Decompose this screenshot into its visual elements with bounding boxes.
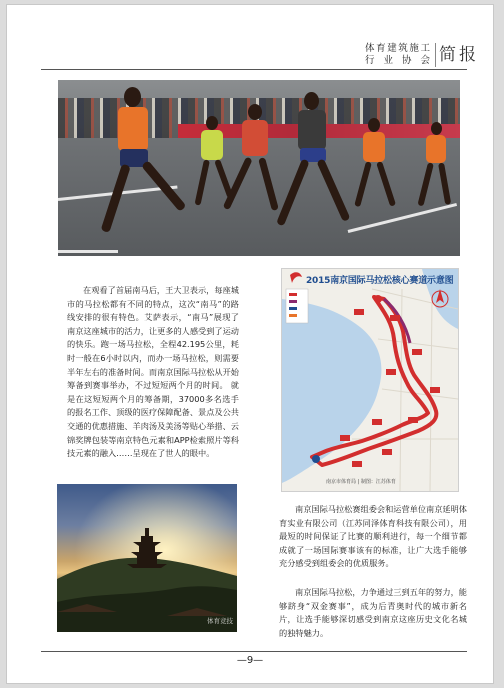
start-marker	[374, 295, 382, 303]
header-rule	[41, 69, 467, 70]
runner-figure	[350, 116, 400, 226]
runner-figure	[414, 120, 460, 220]
runner-figure	[278, 90, 348, 250]
route-map-graphic	[282, 269, 458, 491]
pagoda-scene	[57, 484, 237, 632]
route-map	[281, 268, 459, 492]
marathon-runners-photo	[58, 80, 460, 256]
map-footer: 南京市体育局 | 制图：江苏体育	[326, 479, 396, 485]
page-number: —9—	[236, 655, 264, 666]
photo-watermark: 体育竞技	[207, 617, 233, 625]
legend-panel	[286, 289, 308, 323]
pagoda-sunset-photo	[57, 484, 237, 632]
finish-marker	[312, 455, 320, 463]
header-divider	[435, 43, 436, 67]
map-title: 2015南京国际马拉松核心赛道示意图	[306, 276, 454, 286]
document-page	[6, 4, 494, 684]
header-organization	[365, 43, 431, 67]
body-paragraph-right-2: 南京国际马拉松，力争通过三到五年的努力，能够跻身“双金赛事”，成为后青奥时代的城市新名片，让选手能够深切感受到南京这座历史文化名城的独特魅力。	[279, 587, 467, 638]
footer-rule	[41, 651, 467, 652]
body-paragraph-left: 在观看了首届南马后，王大卫表示，每座城市的马拉松都有不同的特点，这次“南马”的路线安排的很有特色。艾萨表示，“南马”展现了南京这座城市的活力，让更多的人感受到了运动的快乐。跑一场马拉松，全程42.195公里，耗时一般在6小时以内，而办一场马拉松，则需要半年左右的准备时间。而南京国际马拉松从开始筹备到赛事举办，不过短短两个月的时间。 就是在这短短两个月的筹备期，37000多名选手的报名工作、顶级的医疗保障配备、景点及公共交通的优惠措施、羊肉汤及美汤等贴心举措、云锦奖牌包装等南京特色元素和APP检索照片等科技元素的融入……呈现在了世人的眼中。	[67, 285, 239, 459]
header-title: 简报	[439, 45, 479, 65]
header-org-line1: 体育建筑施工	[365, 43, 431, 54]
body-paragraph-right-1: 南京国际马拉松赛组委会和运营单位南京延明体育实业有限公司（江苏同泽体育科技有限公司），用最短的时间保证了比赛的顺利进行，每一个细节都成就了一场国际赛事该有的标准，让广大选手能够充分感受到组委会的优质服务。	[279, 504, 467, 569]
header-org-line2: 行 业 协 会	[365, 55, 431, 66]
runner-figure	[88, 85, 168, 255]
